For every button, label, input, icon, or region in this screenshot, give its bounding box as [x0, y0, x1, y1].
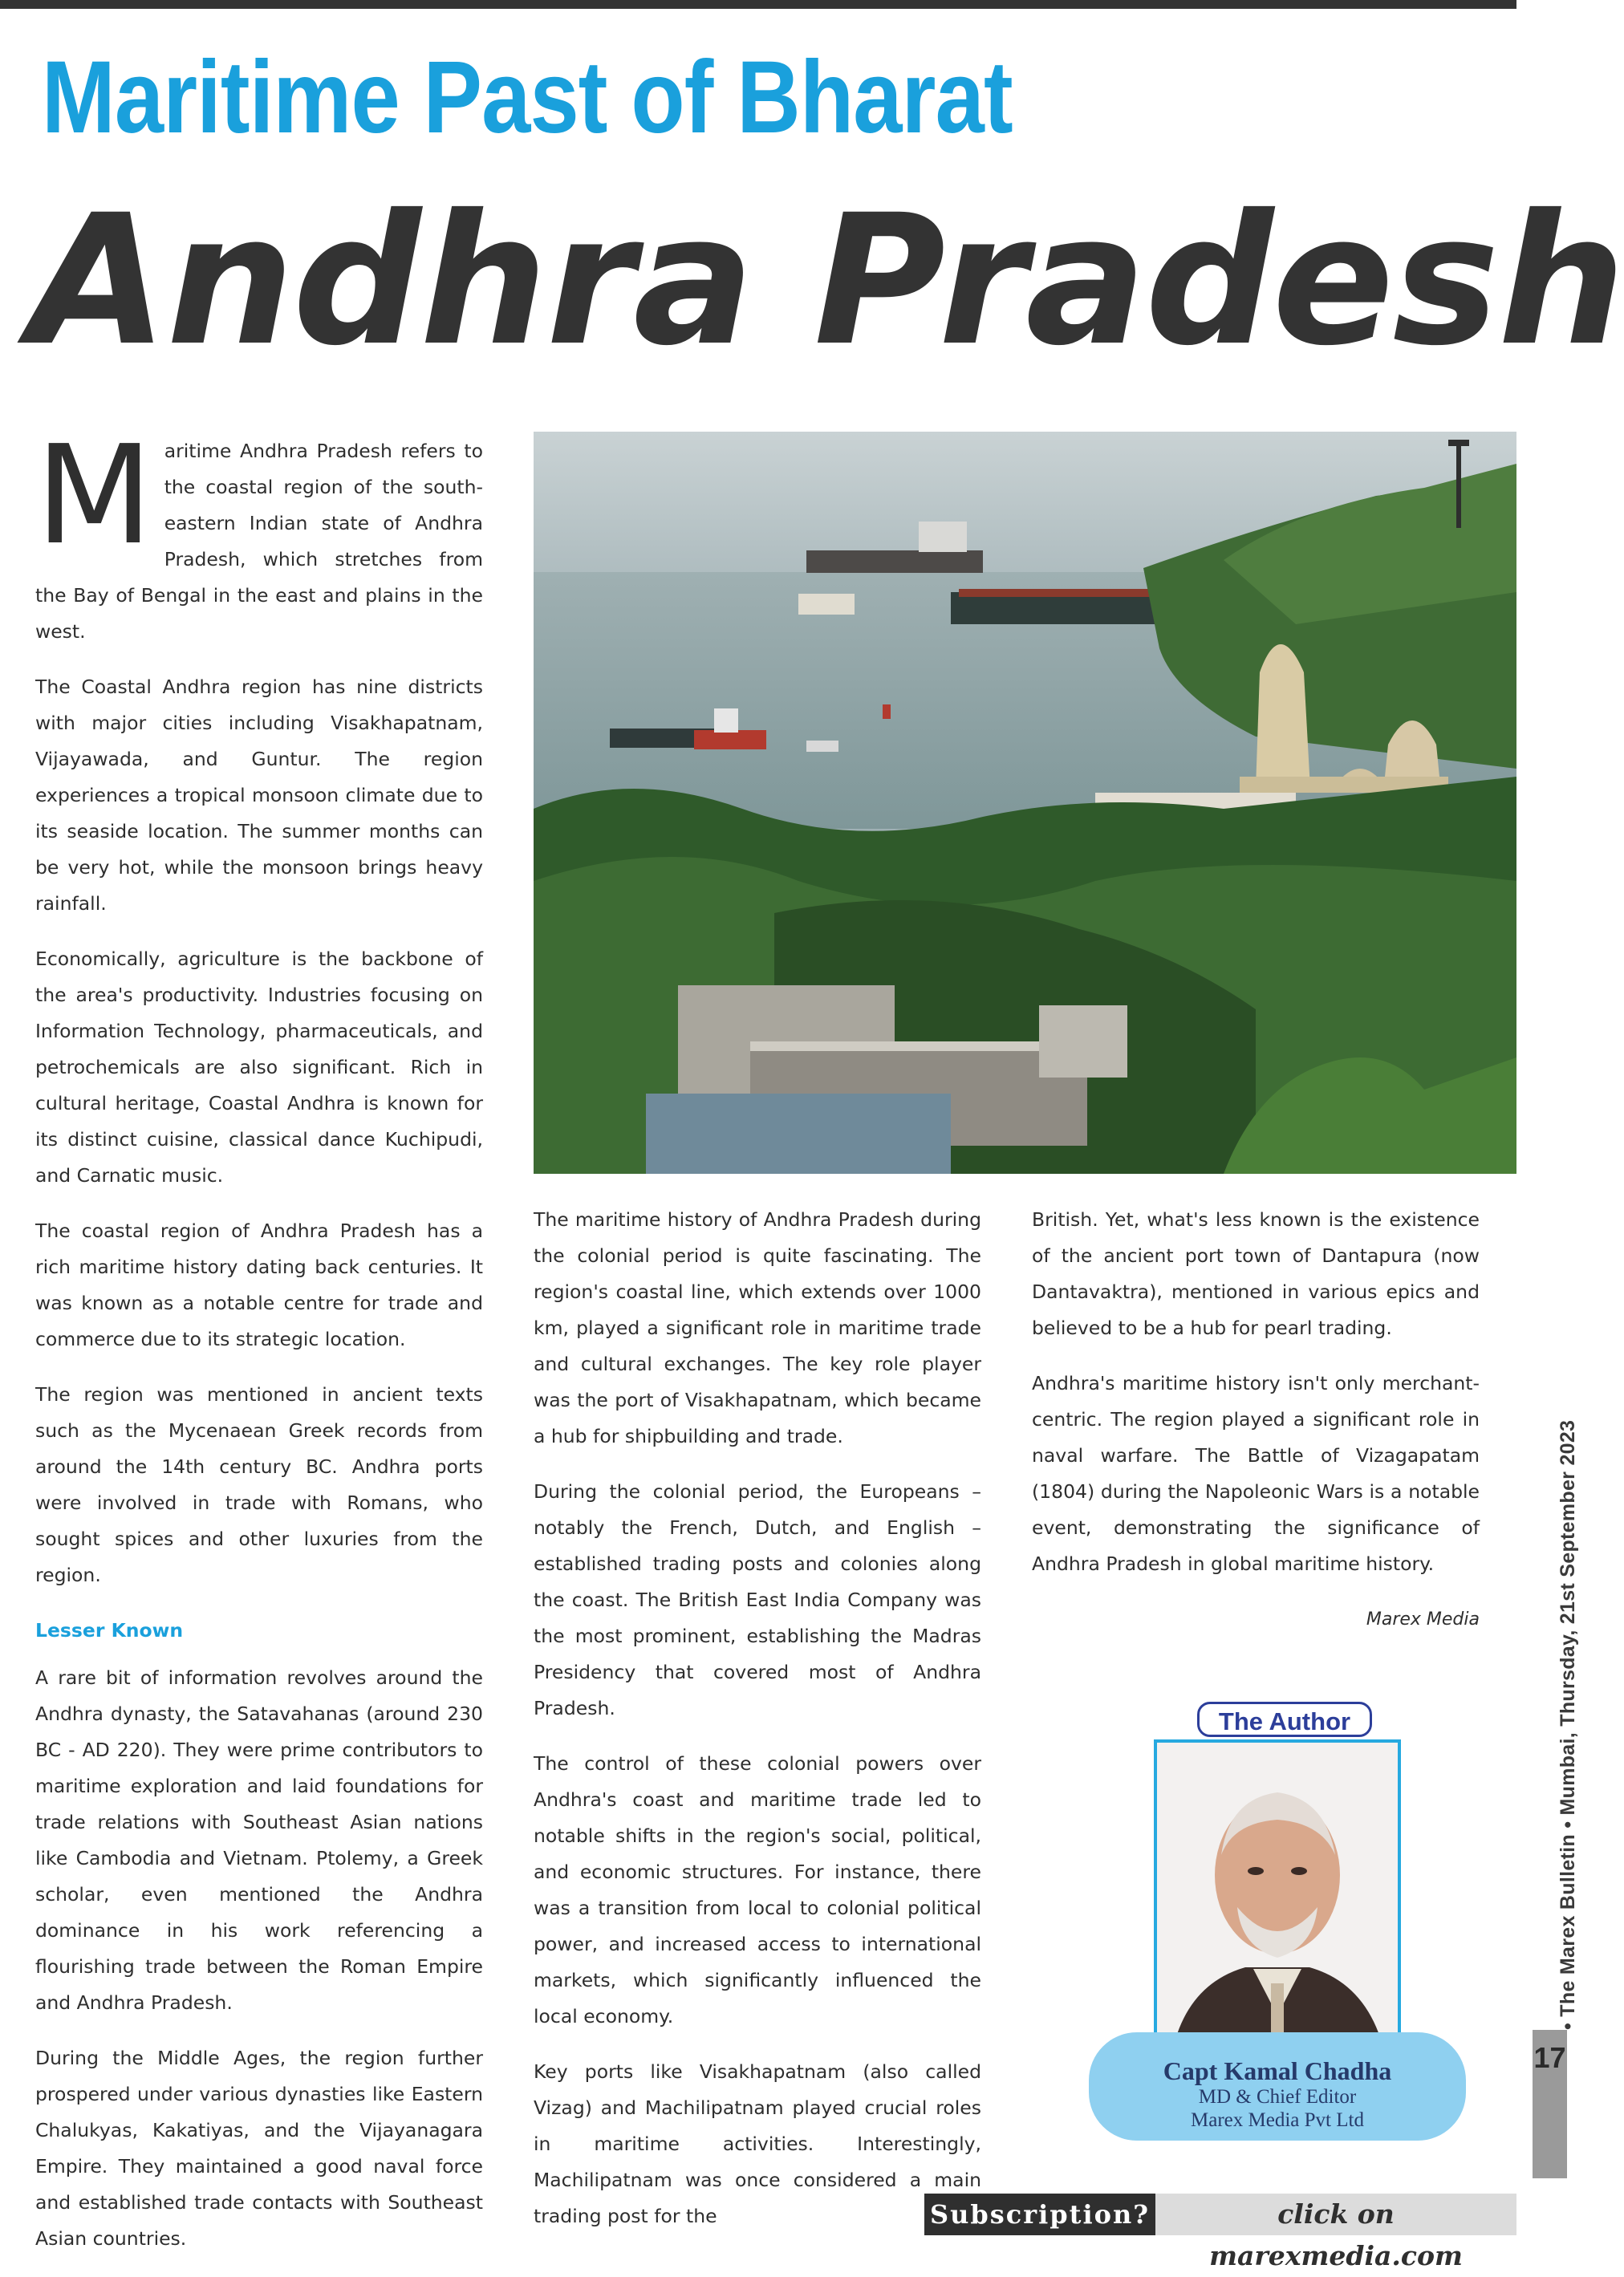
article-column-3 — [1032, 1202, 1480, 1657]
paragraph: During the Middle Ages, the region further prospered under various dynasties like Eastern Chalukyas, Kakatiyas, and the Vijayanagara Empire. They maintained a good naval force and established trade contacts with Southeast Asian countries. — [35, 2047, 483, 2250]
article-credit: Marex Media — [1366, 1609, 1480, 1630]
paragraph: Maritime Andhra Pradesh refers to the coastal region of the south-eastern Indian state of Andhra Pradesh, which stretches from the Bay of Bengal in the east and plains in the west. — [35, 416, 483, 643]
subscription-link[interactable]: click on marexmedia.com — [1155, 2194, 1516, 2235]
author-tag: The Author — [1197, 1702, 1372, 1737]
page-title: Andhra Pradesh — [29, 176, 1624, 385]
paragraph: The region was mentioned in ancient texts such as the Mycenaean Greek records from around the 14th century BC. Andhra ports were involved in trade with Romans, who sought spices and other luxuries from the region. — [35, 1383, 483, 1586]
author-caption — [1089, 2032, 1466, 2141]
drop-cap: M — [35, 416, 153, 575]
paragraph: The Coastal Andhra region has nine districts with major cities including Visakhapatnam, Vijayawada, and Guntur. The region experiences a tropical monsoon climate due to its seaside location. The summer months can be very hot, while the monsoon brings heavy rainfall. — [35, 676, 483, 915]
paragraph: Economically, agriculture is the backbone of the area's productivity. Industries focusing on Information Technology, pharmaceuticals, and petrochemicals are also significant. Rich in cultural heritage, Coastal Andhra is known for its distinct cuisine, classical dance Kuchipudi, and Carnatic music. — [35, 948, 483, 1187]
author-name: Capt Kamal Chadha — [1163, 2056, 1392, 2085]
author-portrait — [1157, 1743, 1398, 2048]
paragraph: Key ports like Visakhapatnam (also called Vizag) and Machilipatnam played crucial roles in maritime activities. Interestingly, Machilipatnam was once considered a main trading post for the — [534, 2060, 981, 2227]
paragraph: The maritime history of Andhra Pradesh during the colonial period is quite fascinating. The region's coastal line, which extends over 1000 km, played a significant role in maritime trade and cultural exchanges. The key role player was the port of Visakhapatnam, which became a hub for shipbuilding and trade. — [534, 1208, 981, 1447]
author-company: Marex Media Pvt Ltd — [1191, 2109, 1364, 2131]
harbour-illustration — [534, 432, 1516, 1174]
article-column-1 — [35, 416, 483, 2276]
paragraph: The control of these colonial powers over Andhra's coast and maritime trade led to notable shifts in the region's social, political, and economic structures. For instance, there was a transition from local to colonial political power, and increased access to international markets, which significantly influenced the local economy. — [534, 1752, 981, 2027]
paragraph: A rare bit of information revolves around the Andhra dynasty, the Satavahanas (around 230 BC - AD 220). They were prime contributors to maritime exploration and laid foundations for trade relations with Southeast Asian nations like Cambodia and Vietnam. Ptolemy, a Greek scholar, even mentioned the Andhra dominance in his work referencing a flourishing trade between the Roman Empire and Andhra Pradesh. — [35, 1666, 483, 2014]
author-role: MD & Chief Editor — [1198, 2086, 1357, 2108]
section-kicker: Maritime Past of Bharat — [42, 40, 1013, 155]
article-column-2 — [534, 1202, 981, 2254]
top-rule — [0, 0, 1516, 9]
paragraph: Andhra's maritime history isn't only merchant-centric. The region played a significant role in naval warfare. The Battle of Vizagapatam (1804) during the Napoleonic Wars is a notable event, demonstrating the significance of Andhra Pradesh in global maritime history. — [1032, 1372, 1480, 1575]
paragraph: British. Yet, what's less known is the existence of the ancient port town of Dantapura (now Dantavaktra), mentioned in various epics and believed to be a hub for pearl trading. — [1032, 1208, 1480, 1339]
paragraph: The coastal region of Andhra Pradesh has a rich maritime history dating back centuries. It was known as a notable centre for trade and commerce due to its strategic location. — [35, 1220, 483, 1350]
subheading: Lesser Known — [35, 1619, 184, 1642]
publication-line: • The Marex Bulletin • Mumbai, Thursday, 21st September 2023 — [1557, 1419, 1579, 2030]
page-number: 17 — [1533, 2030, 1567, 2178]
author-photo — [1154, 1739, 1401, 2051]
coastal-photo — [534, 432, 1516, 1174]
paragraph: During the colonial period, the Europeans – notably the French, Dutch, and English – established trading posts and colonies along the coast. The British East India Company was the most prominent, establishing the Madras Presidency that covered most of Andhra Pradesh. — [534, 1480, 981, 1719]
subscription-label: Subscription? — [924, 2194, 1155, 2235]
